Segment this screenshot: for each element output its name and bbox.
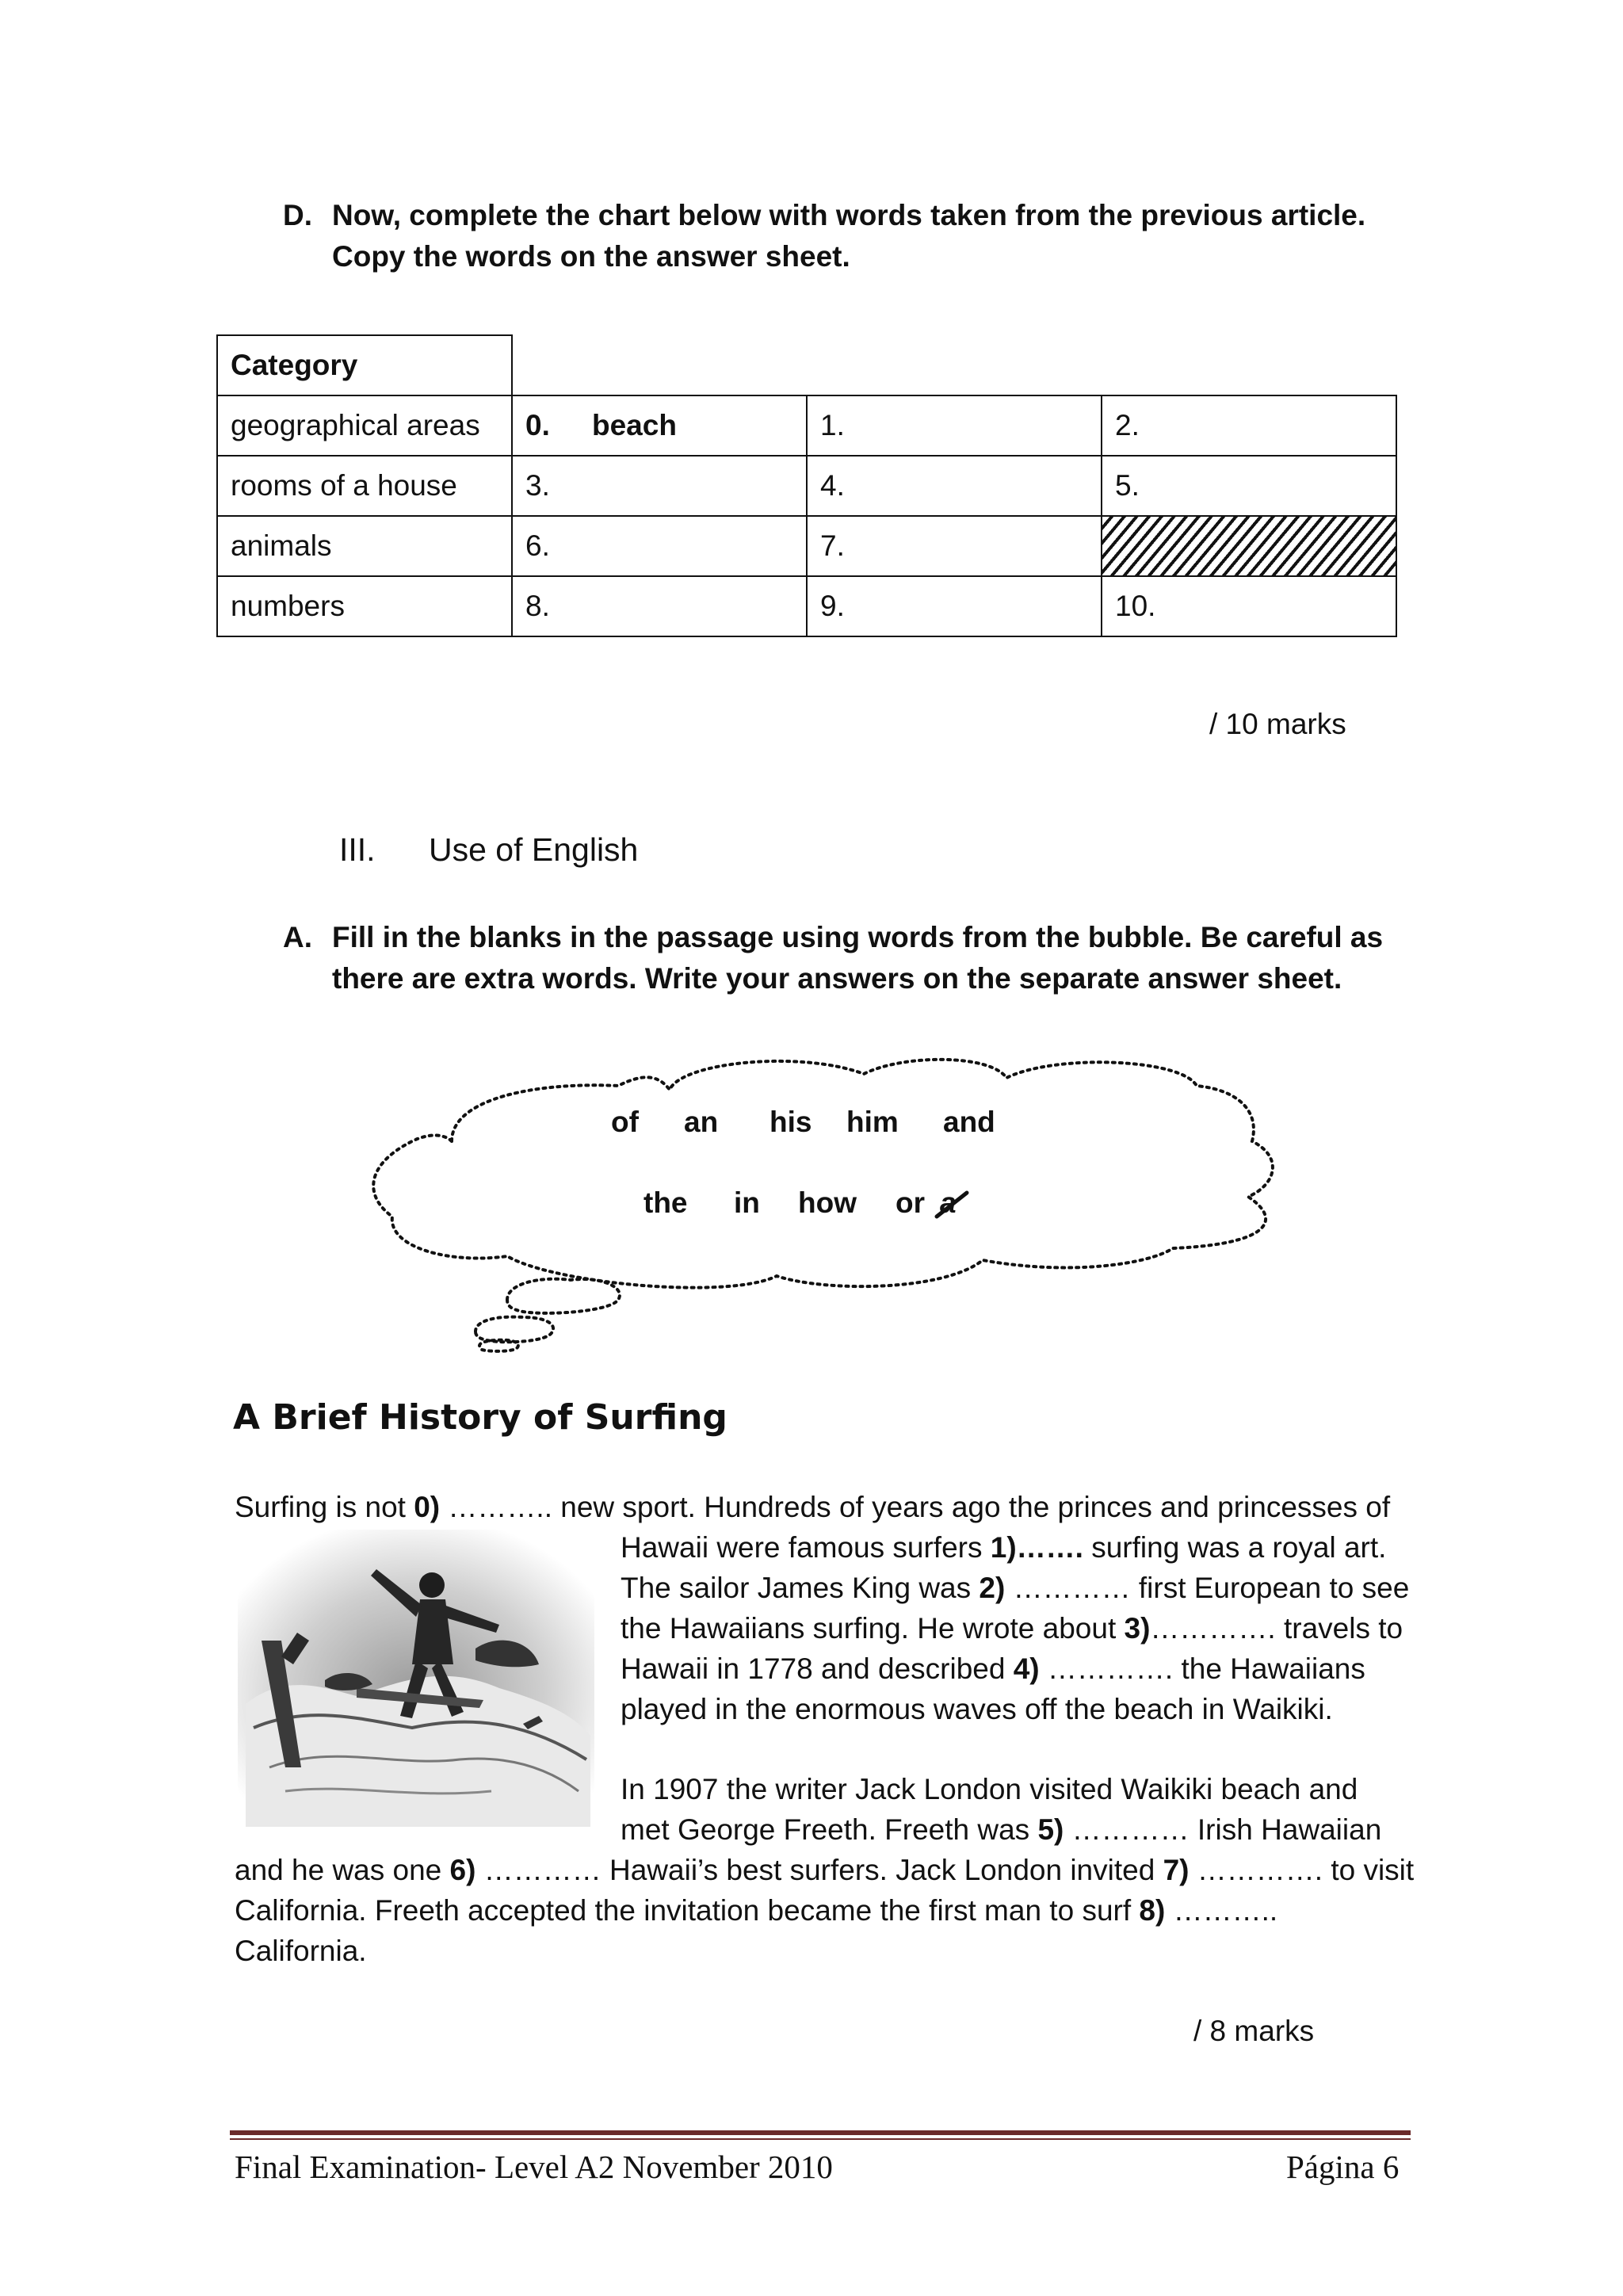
paragraph-line: In 1907 the writer Jack London visited Waikiki beach and bbox=[621, 1773, 1358, 1805]
chart-category-label: rooms of a house bbox=[217, 456, 512, 516]
bubble-word: an bbox=[684, 1106, 719, 1138]
part-a-letter: A. bbox=[283, 921, 312, 953]
chart-row bbox=[217, 456, 1396, 516]
chart-header-cell: Category bbox=[217, 335, 512, 395]
paragraph-line: Hawaii in 1778 and described 4) …………. the Hawaiians bbox=[621, 1652, 1365, 1685]
blank-number: 0) bbox=[414, 1491, 441, 1523]
part-d-letter: D. bbox=[283, 199, 312, 231]
article-paragraph-2 bbox=[0, 1769, 1623, 1983]
chart-cell: 3. bbox=[512, 456, 807, 516]
footer-rule bbox=[230, 2130, 1411, 2135]
paragraph-line: played in the enormous waves off the beach in Waikiki. bbox=[621, 1693, 1333, 1725]
chart-cell: 1. bbox=[807, 395, 1102, 456]
paragraph-line: California. bbox=[235, 1935, 367, 1967]
part-a-line-2: there are extra words. Write your answers on the separate answer sheet. bbox=[332, 962, 1342, 995]
paragraph-line: the Hawaiians surfing. He wrote about 3)…………. travels to bbox=[621, 1612, 1403, 1645]
footer-page-number: Página 6 bbox=[1286, 2149, 1400, 2185]
chart-row bbox=[217, 516, 1396, 576]
bubble-word: of bbox=[611, 1106, 639, 1138]
marks-total-a: / 8 marks bbox=[1193, 2015, 1315, 2047]
blank-number: 2) bbox=[979, 1572, 1006, 1604]
chart-row bbox=[217, 576, 1396, 636]
example-answer: beach bbox=[592, 409, 677, 441]
chart-category-label: geographical areas bbox=[217, 395, 512, 456]
blank-number: 5) bbox=[1037, 1813, 1064, 1846]
paragraph-line: Hawaii were famous surfers 1)……. surfing was a royal art. bbox=[621, 1531, 1387, 1564]
category-chart bbox=[216, 334, 1397, 637]
paragraph-line: The sailor James King was 2) ………… first European to see bbox=[621, 1572, 1410, 1604]
part-a-instruction bbox=[283, 917, 1472, 1004]
paragraph-line: Surfing is not 0) ……….. new sport. Hundreds of years ago the princes and princesses of bbox=[235, 1491, 1391, 1523]
part-a-line-1: Fill in the blanks in the passage using words from the bubble. Be careful as bbox=[332, 921, 1384, 953]
strikethrough-mark bbox=[934, 1186, 973, 1226]
bubble-word: or bbox=[896, 1186, 925, 1219]
footer-rule-thin bbox=[230, 2138, 1411, 2140]
bubble-word: how bbox=[798, 1186, 857, 1219]
blank-number: 3) bbox=[1124, 1612, 1151, 1645]
blank-number: 4) bbox=[1013, 1652, 1040, 1685]
blank-number: 7) bbox=[1163, 1854, 1190, 1886]
paragraph-line: California. Freeth accepted the invitation became the first man to surf 8) ……….. bbox=[235, 1894, 1278, 1927]
paragraph-line: met George Freeth. Freeth was 5) ………… Irish Hawaiian bbox=[621, 1813, 1382, 1846]
hatched-cell bbox=[1102, 516, 1396, 576]
part-d-line-1: Now, complete the chart below with words taken from the previous article. bbox=[332, 199, 1366, 231]
blank-number: 8) bbox=[1139, 1894, 1166, 1927]
bubble-word: his bbox=[769, 1106, 812, 1138]
blank-number: 6) bbox=[449, 1854, 476, 1886]
section-numeral: III. bbox=[339, 831, 376, 868]
part-d-instruction bbox=[283, 195, 1472, 282]
bubble-word: him bbox=[846, 1106, 899, 1138]
bubble-word: the bbox=[643, 1186, 688, 1219]
chart-cell: 5. bbox=[1102, 456, 1396, 516]
chart-cell: 2. bbox=[1102, 395, 1396, 456]
article-paragraph-1 bbox=[0, 1487, 1623, 1740]
article-title: A Brief History of Surfing bbox=[233, 1397, 727, 1438]
chart-cell: 10. bbox=[1102, 576, 1396, 636]
chart-cell: 4. bbox=[807, 456, 1102, 516]
chart-cell: 8. bbox=[512, 576, 807, 636]
chart-cell: 7. bbox=[807, 516, 1102, 576]
paragraph-line: and he was one 6) ………… Hawaii’s best surfers. Jack London invited 7) …………. to visit bbox=[235, 1854, 1415, 1886]
bubble-word-example: a bbox=[940, 1186, 957, 1219]
chart-cell: 6. bbox=[512, 516, 807, 576]
chart-row bbox=[217, 395, 1396, 456]
chart-cell: 9. bbox=[807, 576, 1102, 636]
footer-exam-title: Final Examination- Level A2 November 2010 bbox=[235, 2149, 833, 2185]
bubble-word: in bbox=[734, 1186, 760, 1219]
chart-header-row bbox=[217, 335, 1396, 395]
blank-number: 1)……. bbox=[990, 1531, 1083, 1564]
marks-total-d: / 10 marks bbox=[1209, 708, 1346, 740]
chart-category-label: animals bbox=[217, 516, 512, 576]
part-d-line-2: Copy the words on the answer sheet. bbox=[332, 240, 850, 273]
section-title: Use of English bbox=[429, 831, 639, 868]
bubble-word: and bbox=[943, 1106, 995, 1138]
chart-category-label: numbers bbox=[217, 576, 512, 636]
chart-cell: 0. beach bbox=[512, 395, 807, 456]
